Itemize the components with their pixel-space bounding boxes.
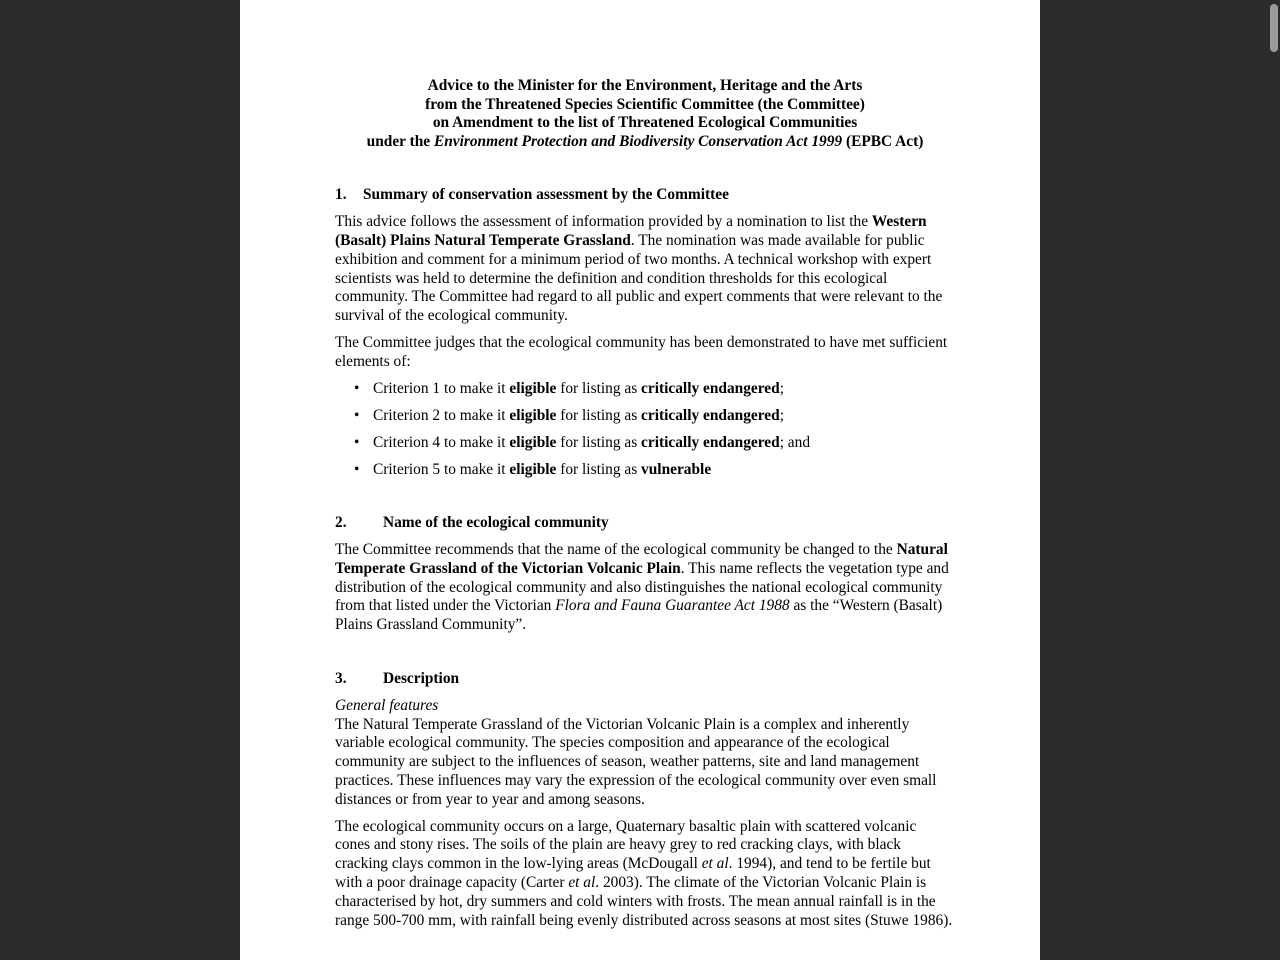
s3p2-text-c: . 2003). The climate of the Victorian Volcanic Plain is characterised by hot, dry summers and cold winters with frosts. The mean annual rainfall is in the range 500-700 mm, with rainfall being evenly distributed across seasons at most sites (Stuwe 1986).	[335, 874, 953, 929]
title-line-4-pre: under the	[366, 132, 434, 150]
criterion-text: ;	[779, 406, 784, 424]
general-features-subheading: General features	[335, 696, 439, 714]
s2-text-c: as the “Western (Basalt) Plains Grassland Community”.	[335, 597, 943, 634]
criterion-text: for listing as	[556, 406, 642, 424]
bullet-icon: •	[354, 406, 360, 424]
criterion-text: for listing as	[556, 433, 642, 451]
section-2-number: 2.	[335, 514, 347, 532]
criterion-text: Criterion 5 to make it	[373, 460, 510, 478]
section-1-paragraph-2: The Committee judges that the ecological community has been demonstrated to have met sufficient elements of:	[335, 333, 948, 370]
act-name: Environment Protection and Biodiversity Conservation Act 1999	[433, 132, 843, 150]
s2-act-name: Flora and Fauna Guarantee Act 1988	[555, 597, 790, 615]
criterion-text: Criterion 4 to make it	[373, 433, 510, 451]
section-2-heading	[335, 514, 955, 533]
bullet-icon: •	[354, 379, 360, 397]
criterion-text: ;	[779, 379, 784, 397]
criterion-text: for listing as	[556, 460, 642, 478]
criterion-status: critically endangered	[641, 406, 780, 424]
section-3-title: Description	[383, 670, 460, 688]
section-3-number: 3.	[335, 670, 347, 688]
s1p1-text-a: This advice follows the assessment of information provided by a nomination to list the	[335, 213, 872, 231]
document-page	[240, 0, 1040, 960]
criterion-eligible: eligible	[509, 379, 557, 397]
criterion-item	[335, 407, 955, 426]
section-1-title: Summary of conservation assessment by the Committee	[363, 186, 729, 204]
criterion-item	[335, 380, 955, 399]
s2-community-name: Natural Temperate Grassland of the Victorian Volcanic Plain	[335, 541, 948, 577]
section-3-paragraph-2	[335, 818, 955, 931]
section-1-heading	[335, 186, 955, 205]
section-2-title: Name of the ecological community	[383, 514, 609, 532]
title-line-4-post: (EPBC Act)	[842, 132, 924, 150]
title-line-2: from the Threatened Species Scientific Committee (the Committee)	[425, 95, 865, 113]
document-title	[335, 77, 955, 151]
criterion-item	[335, 434, 955, 453]
s2-text-b: . This name reflects the vegetation type and distribution of the ecological community and also distinguishes the national ecological community from that listed under the Victorian	[335, 559, 949, 615]
criterion-eligible: eligible	[509, 406, 557, 424]
criterion-text: for listing as	[556, 379, 642, 397]
criterion-status: vulnerable	[641, 460, 712, 478]
bullet-icon: •	[354, 460, 360, 478]
s1p1-community-name: Western (Basalt) Plains Natural Temperate Grassland	[335, 213, 927, 249]
s3p2-text-a: The ecological community occurs on a large, Quaternary basaltic plain with scattered volcanic cones and stony rises. The soils of the plain are heavy grey to red cracking clays, with black cracking clays common in the low-lying areas (McDougall	[335, 817, 917, 873]
bullet-icon: •	[354, 433, 360, 451]
page-content	[335, 77, 955, 930]
criterion-text: ; and	[779, 433, 811, 451]
section-3-heading	[335, 670, 955, 689]
section-3-paragraph-1: The Natural Temperate Grassland of the Victorian Volcanic Plain is a complex and inherently variable ecological community. The species composition and appearance of the ecological community are subject to the influences of season, weather patterns, site and land management practices. These influences may vary the expression of the ecological community over even small distances or from year to year and among seasons.	[335, 715, 937, 808]
s3p2-text-b: . 1994), and tend to be fertile but with a poor drainage capacity (Carter	[335, 855, 931, 892]
section-1-number: 1.	[335, 186, 347, 204]
s3p2-et-al-1: et al	[701, 855, 729, 873]
criterion-eligible: eligible	[509, 433, 557, 451]
section-2-paragraph	[335, 541, 955, 635]
scrollbar-thumb[interactable]	[1270, 4, 1278, 52]
s1p1-text-b: . The nomination was made available for public exhibition and comment for a minimum period of two months. A technical workshop with expert scientists was held to determine the definition and condition thresholds for this ecological community. The Committee had regard to all public and expert comments that were relevant to the survival of the ecological community.	[335, 231, 943, 325]
title-line-1: Advice to the Minister for the Environment, Heritage and the Arts	[427, 77, 863, 94]
criterion-status: critically endangered	[641, 379, 780, 397]
criteria-list	[335, 380, 955, 480]
criterion-item	[335, 461, 955, 480]
vertical-scrollbar[interactable]	[1266, 0, 1280, 960]
criterion-text: Criterion 2 to make it	[373, 406, 510, 424]
criterion-status: critically endangered	[641, 433, 780, 451]
s3p2-et-al-2: et al	[568, 874, 596, 892]
criterion-text: Criterion 1 to make it	[373, 379, 510, 397]
title-line-4	[335, 133, 955, 152]
section-1-paragraph-1	[335, 213, 955, 326]
title-line-3: on Amendment to the list of Threatened Ecological Communities	[432, 114, 858, 132]
criterion-eligible: eligible	[509, 460, 557, 478]
s2-text-a: The Committee recommends that the name of the ecological community be changed to the	[335, 541, 897, 559]
